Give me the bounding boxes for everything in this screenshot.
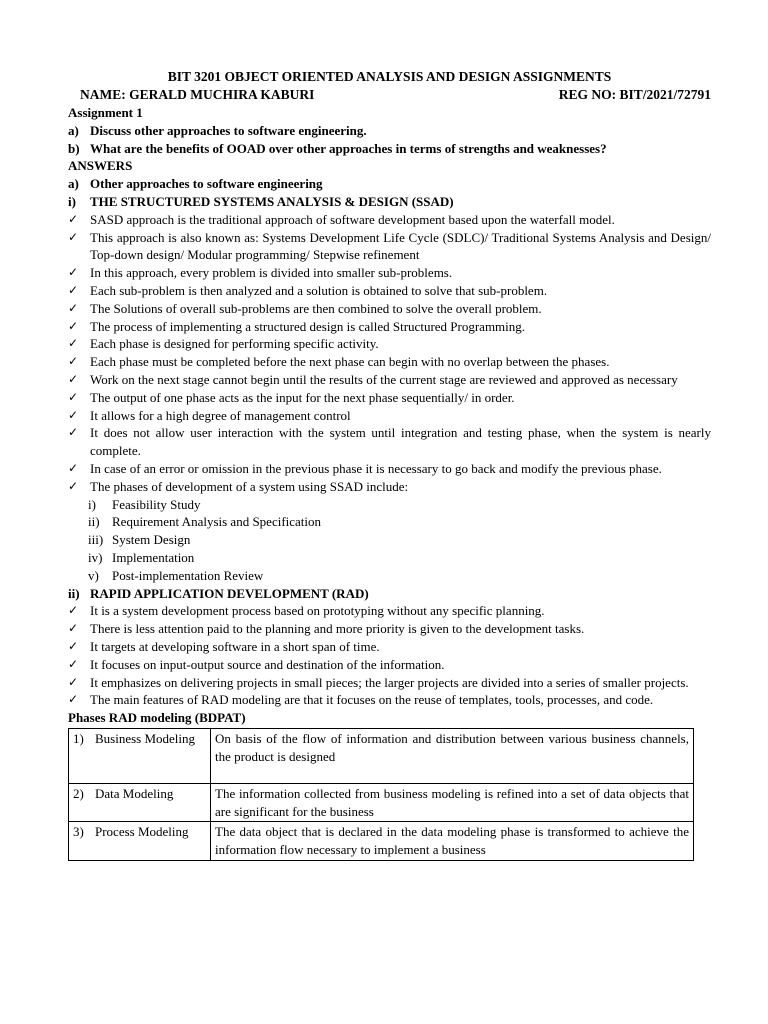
list-item: ✓ In case of an error or omission in the previous phase it is necessary to go back and modify the previous phase.: [68, 460, 662, 476]
answer-a-heading: [68, 175, 711, 193]
check-icon: ✓: [68, 229, 79, 244]
list-item: ✓ The output of one phase acts as the input for the next phase sequentially/ in order.: [68, 389, 515, 405]
check-icon: ✓: [68, 371, 79, 386]
list-item: ✓ Each phase must be completed before the next phase can begin with no overlap between the phases.: [68, 354, 610, 370]
ssad-points-list: [68, 211, 711, 496]
table-cell: 1) Business Modeling: [69, 728, 211, 783]
table-cell: The information collected from business modeling is refined into a set of data objects that are significant for the business: [211, 783, 694, 822]
list-item: ✓ The Solutions of overall sub-problems are then combined to solve the overall problem.: [68, 300, 542, 316]
question-label: a): [68, 122, 79, 138]
check-icon: ✓: [68, 425, 79, 440]
section-rad-heading: [68, 585, 711, 603]
section-title: THE STRUCTURED SYSTEMS ANALYSIS & DESIGN (SSAD): [90, 193, 454, 209]
table-cell: The data object that is declared in the data modeling phase is transformed to achieve the information flow necessary to implement a business: [211, 822, 694, 861]
list-item: ✓ Each sub-problem is then analyzed and a solution is obtained to solve that sub-problem.: [68, 282, 548, 298]
list-item: ✓ The phases of development of a system using SSAD include:: [68, 478, 409, 494]
list-item: ✓ Each phase is designed for performing specific activity.: [68, 336, 379, 352]
check-icon: ✓: [68, 460, 79, 475]
list-item: i) Feasibility Study: [88, 496, 201, 512]
list-item: ✓ It targets at developing software in a short span of time.: [68, 638, 380, 654]
check-icon: ✓: [68, 265, 79, 280]
list-item: ✓ Work on the next stage cannot begin until the results of the current stage are reviewed and approved as necessary: [68, 371, 678, 387]
list-item: ✓ This approach is also known as: Systems Development Life Cycle (SDLC)/ Traditional Systems Analysis and Design/ Top-down design/ Modular programming/ Stepwise refinement: [68, 229, 711, 263]
table-cell: 2) Data Modeling: [69, 783, 211, 822]
section-label: i): [68, 193, 76, 209]
list-item: ✓ SASD approach is the traditional approach of software development based upon the waterfall model.: [68, 211, 615, 227]
rad-phases-heading: Phases RAD modeling (BDPAT): [68, 710, 246, 726]
ssad-phases-list: [68, 496, 711, 585]
check-icon: ✓: [68, 478, 79, 493]
list-item: ✓ The main features of RAD modeling are that it focuses on the reuse of templates, tools, processes, and code.: [68, 692, 654, 708]
assignment-heading: Assignment 1: [68, 105, 143, 120]
question-text: What are the benefits of OOAD over other approaches in terms of strengths and weaknesses?: [90, 140, 607, 156]
table-row: [69, 783, 694, 822]
section-title: RAPID APPLICATION DEVELOPMENT (RAD): [90, 585, 369, 601]
answer-label: a): [68, 176, 79, 192]
check-icon: ✓: [68, 674, 79, 689]
table-row: [69, 728, 694, 783]
table-row: [69, 822, 694, 861]
section-ssad-heading: [68, 193, 711, 211]
list-item: ✓ There is less attention paid to the planning and more priority is given to the development tasks.: [68, 621, 585, 637]
list-item: ✓ It emphasizes on delivering projects in small pieces; the larger projects are divided into a series of smaller projects.: [68, 674, 689, 690]
student-name: NAME: GERALD MUCHIRA KABURI: [80, 87, 315, 102]
question-a: [68, 122, 711, 140]
question-text: Discuss other approaches to software engineering.: [90, 122, 367, 138]
check-icon: ✓: [68, 407, 79, 422]
check-icon: ✓: [68, 211, 79, 226]
check-icon: ✓: [68, 656, 79, 671]
answers-heading: ANSWERS: [68, 158, 133, 174]
check-icon: ✓: [68, 336, 79, 351]
rad-points-list: [68, 602, 711, 709]
check-icon: ✓: [68, 692, 79, 707]
list-item: ✓ It focuses on input-output source and destination of the information.: [68, 656, 445, 672]
list-item: ii) Requirement Analysis and Specification: [88, 514, 322, 530]
rad-phases-table: [68, 728, 694, 862]
check-icon: ✓: [68, 318, 79, 333]
answer-text: Other approaches to software engineering: [90, 176, 323, 192]
list-item: ✓ It is a system development process based on prototyping without any specific planning.: [68, 603, 545, 619]
list-item: ✓ It allows for a high degree of management control: [68, 407, 351, 423]
table-cell: 3) Process Modeling: [69, 822, 211, 861]
registration-number: REG NO: BIT/2021/72791: [558, 87, 711, 102]
list-item: iv) Implementation: [88, 549, 195, 565]
question-label: b): [68, 140, 80, 156]
section-label: ii): [68, 585, 80, 601]
document-title: BIT 3201 OBJECT ORIENTED ANALYSIS AND DESIGN ASSIGNMENTS: [167, 69, 612, 84]
list-item: ✓ The process of implementing a structured design is called Structured Programming.: [68, 318, 526, 334]
list-item: ✓ In this approach, every problem is divided into smaller sub-problems.: [68, 265, 453, 281]
check-icon: ✓: [68, 300, 79, 315]
check-icon: ✓: [68, 603, 79, 618]
student-info-row: [68, 86, 711, 104]
question-b: [68, 140, 711, 158]
list-item: iii) System Design: [88, 532, 191, 548]
check-icon: ✓: [68, 282, 79, 297]
check-icon: ✓: [68, 638, 79, 653]
check-icon: ✓: [68, 621, 79, 636]
list-item: ✓ It does not allow user interaction with the system until integration and testing phase, when the system is nearly complete.: [68, 425, 711, 459]
list-item: v) Post-implementation Review: [88, 567, 264, 583]
check-icon: ✓: [68, 354, 79, 369]
check-icon: ✓: [68, 389, 79, 404]
table-cell: On basis of the flow of information and distribution between various business channels, the product is designed: [211, 728, 694, 783]
